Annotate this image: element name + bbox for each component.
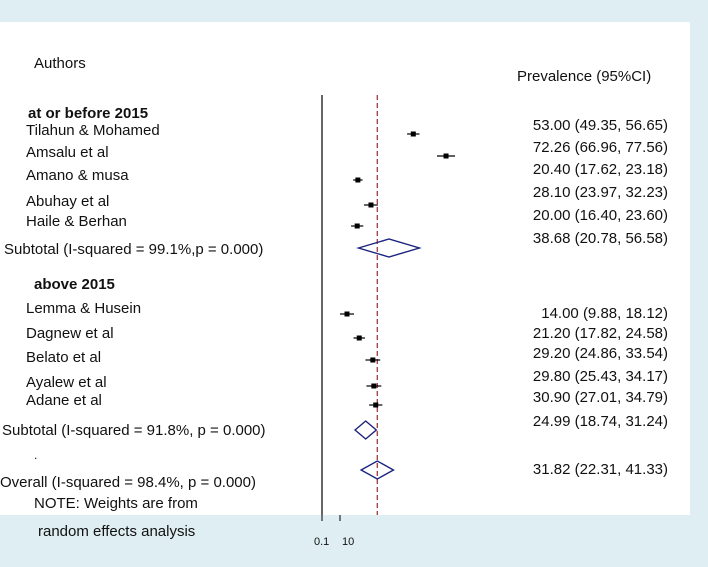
subtotal-diamond bbox=[359, 239, 420, 257]
point-estimate bbox=[368, 203, 373, 208]
subtotal-label: Subtotal (I-squared = 91.8%, p = 0.000) bbox=[2, 422, 266, 439]
study-label: Dagnew et al bbox=[26, 325, 114, 342]
estimate-text: 29.20 (24.86, 33.54) bbox=[532, 345, 668, 362]
point-estimate bbox=[355, 224, 360, 229]
point-estimate bbox=[355, 178, 360, 183]
header-prevalence: Prevalence (95%CI) bbox=[517, 68, 652, 85]
estimate-text: 72.26 (66.96, 77.56) bbox=[532, 139, 668, 156]
estimate-text: 28.10 (23.97, 32.23) bbox=[532, 184, 668, 201]
estimate-text: 20.00 (16.40, 23.60) bbox=[532, 207, 668, 224]
note-line-1: NOTE: Weights are from bbox=[34, 495, 198, 512]
subtotal-label: Subtotal (I-squared = 99.1%,p = 0.000) bbox=[4, 241, 264, 258]
point-estimate bbox=[411, 132, 416, 137]
study-label: Adane et al bbox=[26, 392, 102, 409]
estimate-text: 53.00 (49.35, 56.65) bbox=[532, 117, 668, 134]
point-estimate bbox=[345, 312, 350, 317]
estimate-text: 21.20 (17.82, 24.58) bbox=[532, 325, 668, 342]
point-estimate bbox=[370, 358, 375, 363]
subtotal-estimate-text: 38.68 (20.78, 56.58) bbox=[532, 230, 668, 247]
study-label: Haile & Berhan bbox=[26, 213, 127, 230]
overall-estimate-text: 31.82 (22.31, 41.33) bbox=[532, 461, 668, 478]
group-heading: at or before 2015 bbox=[28, 105, 149, 122]
point-estimate bbox=[357, 336, 362, 341]
point-estimate bbox=[371, 384, 376, 389]
subtotal-diamond bbox=[355, 421, 376, 439]
study-label: Belato et al bbox=[26, 349, 102, 366]
estimate-text: 29.80 (25.43, 34.17) bbox=[532, 368, 668, 385]
separator-mark: . bbox=[34, 448, 38, 462]
study-label: Amsalu et al bbox=[26, 144, 109, 161]
estimate-text: 30.90 (27.01, 34.79) bbox=[532, 389, 668, 406]
study-label: Tilahun & Mohamed bbox=[26, 122, 160, 139]
study-label: Amano & musa bbox=[26, 167, 129, 184]
point-estimate bbox=[373, 403, 378, 408]
estimate-text: 14.00 (9.88, 18.12) bbox=[541, 305, 668, 322]
study-label: Lemma & Husein bbox=[26, 300, 142, 317]
overall-label: Overall (I-squared = 98.4%, p = 0.000) bbox=[0, 474, 256, 491]
header-authors: Authors bbox=[34, 55, 86, 72]
study-label: Ayalew et al bbox=[26, 374, 107, 391]
x-tick-label: 0.1 bbox=[314, 536, 330, 548]
estimate-text: 20.40 (17.62, 23.18) bbox=[532, 161, 668, 178]
study-label: Abuhay et al bbox=[26, 193, 110, 210]
group-heading: above 2015 bbox=[34, 276, 115, 293]
note-line-2: random effects analysis bbox=[38, 523, 196, 540]
x-tick-label: 10 bbox=[342, 536, 355, 548]
subtotal-estimate-text: 24.99 (18.74, 31.24) bbox=[532, 413, 668, 430]
point-estimate bbox=[444, 154, 449, 159]
